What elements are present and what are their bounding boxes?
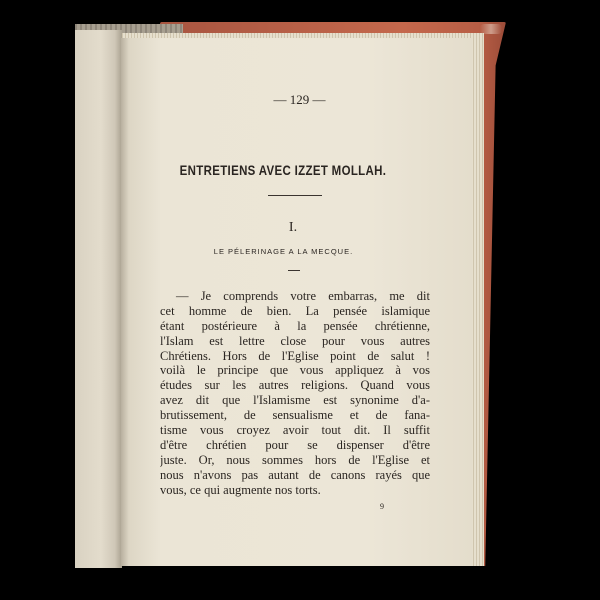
title-rule — [268, 195, 322, 196]
chapter-title: ENTRETIENS AVEC IZZET MOLLAH. — [179, 162, 387, 178]
right-page — [121, 38, 472, 566]
signature-mark: 9 — [380, 502, 384, 511]
text-line: Chrétiens. Hors de l'Eglise point de salut ! — [160, 348, 430, 363]
text-line: l'Islam est lettre close pour vous autres — [160, 333, 430, 348]
section-dash — [288, 270, 300, 271]
text-line: vous, ce qui augmente nos torts. — [160, 482, 321, 497]
chapter-title-box — [121, 160, 445, 180]
text-line: voilà le principe que vous appliquez à vos — [160, 363, 430, 378]
text-line: études sur les autres religions. Quand vous — [160, 378, 430, 393]
text-line: nous n'avons pas autant de canons rayés que — [160, 467, 430, 482]
text-line: — Je comprends votre embarras, me dit — [176, 289, 430, 303]
text-line: étant postérieure à la pensée chrétienne, — [160, 318, 430, 333]
body-paragraph — [160, 289, 430, 497]
text-line: juste. Or, nous sommes hors de l'Eglise et — [160, 452, 430, 467]
text-line: tisme vous croyez avoir tout dit. Il suffit — [160, 423, 430, 438]
text-line: avez dit que l'Islamisme est synonime d'a- — [160, 393, 430, 408]
text-line: d'être chrétien pour se dispenser d'être — [160, 437, 430, 452]
page-number: — 129 — — [273, 92, 326, 107]
left-page — [75, 30, 122, 568]
section-title: LE PÉLERINAGE A LA MECQUE. — [213, 247, 354, 256]
text-line: cet homme de bien. La pensée islamique — [160, 303, 430, 318]
section-numeral: I. — [288, 220, 298, 235]
text-line: brutissement, de sensualisme et de fana- — [160, 408, 430, 423]
